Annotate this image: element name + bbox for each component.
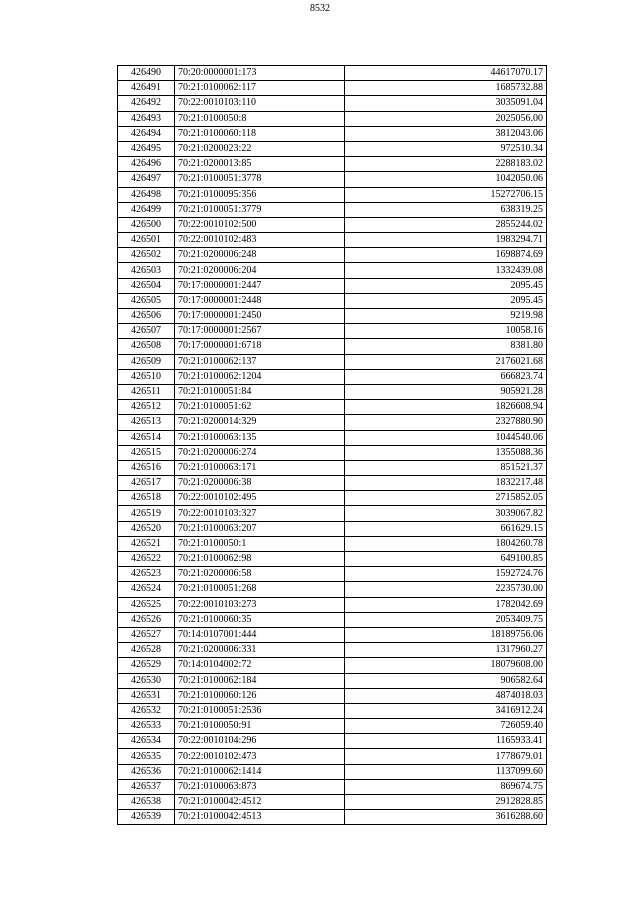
row-number-cell: 426494 bbox=[118, 126, 175, 141]
row-number-cell: 426536 bbox=[118, 764, 175, 779]
cadastral-number-cell: 70:14:0107001:444 bbox=[175, 627, 345, 642]
value-cell: 1782042.69 bbox=[345, 597, 547, 612]
table-row bbox=[118, 430, 547, 445]
row-number-cell: 426509 bbox=[118, 354, 175, 369]
row-number-cell: 426499 bbox=[118, 202, 175, 217]
cadastral-number-cell: 70:17:0000001:2448 bbox=[175, 293, 345, 308]
cadastral-number-cell: 70:22:0010103:327 bbox=[175, 506, 345, 521]
cadastral-number-cell: 70:22:0010102:495 bbox=[175, 491, 345, 506]
value-cell: 2855244.02 bbox=[345, 217, 547, 232]
cadastral-number-cell: 70:21:0100050:1 bbox=[175, 536, 345, 551]
cadastral-number-cell: 70:21:0100050:91 bbox=[175, 719, 345, 734]
row-number-cell: 426538 bbox=[118, 795, 175, 810]
value-cell: 851521.37 bbox=[345, 460, 547, 475]
row-number-cell: 426495 bbox=[118, 141, 175, 156]
row-number-cell: 426517 bbox=[118, 476, 175, 491]
row-number-cell: 426529 bbox=[118, 658, 175, 673]
row-number-cell: 426531 bbox=[118, 688, 175, 703]
cadastral-number-cell: 70:21:0200006:204 bbox=[175, 263, 345, 278]
value-cell: 2912828.85 bbox=[345, 795, 547, 810]
value-cell: 3035091.04 bbox=[345, 96, 547, 111]
cadastral-number-cell: 70:21:0100042:4513 bbox=[175, 810, 345, 825]
row-number-cell: 426504 bbox=[118, 278, 175, 293]
value-cell: 1826608.94 bbox=[345, 400, 547, 415]
value-cell: 1317960.27 bbox=[345, 643, 547, 658]
value-cell: 726059.40 bbox=[345, 719, 547, 734]
table-row bbox=[118, 612, 547, 627]
cadastral-number-cell: 70:21:0100063:207 bbox=[175, 521, 345, 536]
table-row bbox=[118, 66, 547, 81]
cadastral-number-cell: 70:21:0100062:1204 bbox=[175, 369, 345, 384]
row-number-cell: 426530 bbox=[118, 673, 175, 688]
table-row bbox=[118, 400, 547, 415]
table-row bbox=[118, 764, 547, 779]
table-row bbox=[118, 339, 547, 354]
table-row bbox=[118, 278, 547, 293]
cadastral-number-cell: 70:21:0100051:84 bbox=[175, 384, 345, 399]
table-row bbox=[118, 384, 547, 399]
row-number-cell: 426507 bbox=[118, 324, 175, 339]
row-number-cell: 426508 bbox=[118, 339, 175, 354]
table-row bbox=[118, 567, 547, 582]
cadastral-number-cell: 70:21:0100050:8 bbox=[175, 111, 345, 126]
row-number-cell: 426533 bbox=[118, 719, 175, 734]
value-cell: 2715852.05 bbox=[345, 491, 547, 506]
row-number-cell: 426503 bbox=[118, 263, 175, 278]
table-row bbox=[118, 719, 547, 734]
value-cell: 1592724.76 bbox=[345, 567, 547, 582]
value-cell: 869674.75 bbox=[345, 779, 547, 794]
cadastral-number-cell: 70:17:0000001:2447 bbox=[175, 278, 345, 293]
value-cell: 18079608.00 bbox=[345, 658, 547, 673]
table-row bbox=[118, 582, 547, 597]
cadastral-number-cell: 70:21:0100051:2536 bbox=[175, 703, 345, 718]
row-number-cell: 426520 bbox=[118, 521, 175, 536]
cadastral-number-cell: 70:21:0100062:137 bbox=[175, 354, 345, 369]
table-row bbox=[118, 233, 547, 248]
table-row bbox=[118, 643, 547, 658]
row-number-cell: 426506 bbox=[118, 309, 175, 324]
row-number-cell: 426498 bbox=[118, 187, 175, 202]
row-number-cell: 426514 bbox=[118, 430, 175, 445]
cadastral-number-cell: 70:17:0000001:6718 bbox=[175, 339, 345, 354]
value-cell: 905921.28 bbox=[345, 384, 547, 399]
value-cell: 1685732.88 bbox=[345, 81, 547, 96]
cadastral-number-cell: 70:21:0100063:135 bbox=[175, 430, 345, 445]
row-number-cell: 426522 bbox=[118, 552, 175, 567]
cadastral-number-cell: 70:21:0200006:248 bbox=[175, 248, 345, 263]
cadastral-number-cell: 70:22:0010103:273 bbox=[175, 597, 345, 612]
value-cell: 1778679.01 bbox=[345, 749, 547, 764]
value-cell: 1165933.41 bbox=[345, 734, 547, 749]
table-row bbox=[118, 369, 547, 384]
row-number-cell: 426501 bbox=[118, 233, 175, 248]
value-cell: 3416912.24 bbox=[345, 703, 547, 718]
table-row bbox=[118, 263, 547, 278]
value-cell: 3616288.60 bbox=[345, 810, 547, 825]
table-row bbox=[118, 476, 547, 491]
table-row bbox=[118, 506, 547, 521]
table-row bbox=[118, 141, 547, 156]
row-number-cell: 426525 bbox=[118, 597, 175, 612]
cadastral-number-cell: 70:21:0100060:35 bbox=[175, 612, 345, 627]
table-row bbox=[118, 795, 547, 810]
value-cell: 2095.45 bbox=[345, 293, 547, 308]
row-number-cell: 426491 bbox=[118, 81, 175, 96]
value-cell: 4874018.03 bbox=[345, 688, 547, 703]
cadastral-number-cell: 70:21:0200006:38 bbox=[175, 476, 345, 491]
value-cell: 2235730.00 bbox=[345, 582, 547, 597]
row-number-cell: 426535 bbox=[118, 749, 175, 764]
table-row bbox=[118, 324, 547, 339]
cadastral-number-cell: 70:21:0100062:184 bbox=[175, 673, 345, 688]
table-row bbox=[118, 552, 547, 567]
value-cell: 972510.34 bbox=[345, 141, 547, 156]
row-number-cell: 426512 bbox=[118, 400, 175, 415]
value-cell: 2053409.75 bbox=[345, 612, 547, 627]
cadastral-number-cell: 70:21:0100060:126 bbox=[175, 688, 345, 703]
value-cell: 10058.16 bbox=[345, 324, 547, 339]
cadastral-number-cell: 70:20:0000001:173 bbox=[175, 66, 345, 81]
table-row bbox=[118, 202, 547, 217]
value-cell: 666823.74 bbox=[345, 369, 547, 384]
cadastral-number-cell: 70:21:0200006:331 bbox=[175, 643, 345, 658]
row-number-cell: 426492 bbox=[118, 96, 175, 111]
table-row bbox=[118, 445, 547, 460]
value-cell: 3039067.82 bbox=[345, 506, 547, 521]
table-row bbox=[118, 111, 547, 126]
value-cell: 1832217.48 bbox=[345, 476, 547, 491]
value-cell: 3812043.06 bbox=[345, 126, 547, 141]
value-cell: 15272706.15 bbox=[345, 187, 547, 202]
cadastral-number-cell: 70:21:0100063:873 bbox=[175, 779, 345, 794]
cadastral-number-cell: 70:22:0010104:296 bbox=[175, 734, 345, 749]
cadastral-number-cell: 70:21:0100042:4512 bbox=[175, 795, 345, 810]
value-cell: 1332439.08 bbox=[345, 263, 547, 278]
cadastral-value-table bbox=[117, 65, 547, 825]
cadastral-number-cell: 70:21:0200006:274 bbox=[175, 445, 345, 460]
table-row bbox=[118, 749, 547, 764]
table-row bbox=[118, 293, 547, 308]
table-row bbox=[118, 688, 547, 703]
table-row bbox=[118, 597, 547, 612]
value-cell: 1042050.06 bbox=[345, 172, 547, 187]
value-cell: 2095.45 bbox=[345, 278, 547, 293]
table-row bbox=[118, 309, 547, 324]
cadastral-number-cell: 70:21:0200013:85 bbox=[175, 157, 345, 172]
cadastral-number-cell: 70:21:0100051:3778 bbox=[175, 172, 345, 187]
row-number-cell: 426502 bbox=[118, 248, 175, 263]
table-row bbox=[118, 217, 547, 232]
row-number-cell: 426539 bbox=[118, 810, 175, 825]
cadastral-number-cell: 70:21:0200023:22 bbox=[175, 141, 345, 156]
value-cell: 638319.25 bbox=[345, 202, 547, 217]
cadastral-number-cell: 70:14:0104002:72 bbox=[175, 658, 345, 673]
value-cell: 1804260.78 bbox=[345, 536, 547, 551]
row-number-cell: 426515 bbox=[118, 445, 175, 460]
row-number-cell: 426518 bbox=[118, 491, 175, 506]
table-row bbox=[118, 521, 547, 536]
cadastral-number-cell: 70:22:0010102:483 bbox=[175, 233, 345, 248]
row-number-cell: 426519 bbox=[118, 506, 175, 521]
row-number-cell: 426505 bbox=[118, 293, 175, 308]
value-cell: 2327880.90 bbox=[345, 415, 547, 430]
row-number-cell: 426524 bbox=[118, 582, 175, 597]
row-number-cell: 426510 bbox=[118, 369, 175, 384]
row-number-cell: 426513 bbox=[118, 415, 175, 430]
value-cell: 2176021.68 bbox=[345, 354, 547, 369]
value-cell: 1137099.60 bbox=[345, 764, 547, 779]
value-cell: 2025056.00 bbox=[345, 111, 547, 126]
cadastral-number-cell: 70:21:0100062:1414 bbox=[175, 764, 345, 779]
table-row bbox=[118, 187, 547, 202]
table-row bbox=[118, 627, 547, 642]
table-row bbox=[118, 673, 547, 688]
table-row bbox=[118, 157, 547, 172]
row-number-cell: 426511 bbox=[118, 384, 175, 399]
value-cell: 9219.98 bbox=[345, 309, 547, 324]
value-cell: 1983294.71 bbox=[345, 233, 547, 248]
cadastral-number-cell: 70:22:0010102:473 bbox=[175, 749, 345, 764]
table-row bbox=[118, 248, 547, 263]
cadastral-number-cell: 70:21:0100060:118 bbox=[175, 126, 345, 141]
table-row bbox=[118, 491, 547, 506]
cadastral-number-cell: 70:21:0100051:3779 bbox=[175, 202, 345, 217]
row-number-cell: 426528 bbox=[118, 643, 175, 658]
table-row bbox=[118, 96, 547, 111]
cadastral-number-cell: 70:21:0200006:58 bbox=[175, 567, 345, 582]
table-row bbox=[118, 81, 547, 96]
row-number-cell: 426493 bbox=[118, 111, 175, 126]
cadastral-number-cell: 70:21:0200014:329 bbox=[175, 415, 345, 430]
cadastral-number-cell: 70:17:0000001:2567 bbox=[175, 324, 345, 339]
cadastral-number-cell: 70:22:0010103:110 bbox=[175, 96, 345, 111]
table-row bbox=[118, 126, 547, 141]
table-row bbox=[118, 460, 547, 475]
value-cell: 8381.80 bbox=[345, 339, 547, 354]
cadastral-number-cell: 70:21:0100062:117 bbox=[175, 81, 345, 96]
cadastral-number-cell: 70:21:0100095:356 bbox=[175, 187, 345, 202]
value-cell: 1355088.36 bbox=[345, 445, 547, 460]
value-cell: 1044540.06 bbox=[345, 430, 547, 445]
table-row bbox=[118, 536, 547, 551]
table-row bbox=[118, 172, 547, 187]
row-number-cell: 426490 bbox=[118, 66, 175, 81]
table-row bbox=[118, 658, 547, 673]
row-number-cell: 426523 bbox=[118, 567, 175, 582]
row-number-cell: 426516 bbox=[118, 460, 175, 475]
value-cell: 649100.85 bbox=[345, 552, 547, 567]
value-cell: 1698874.69 bbox=[345, 248, 547, 263]
value-cell: 44617070.17 bbox=[345, 66, 547, 81]
cadastral-number-cell: 70:21:0100062:98 bbox=[175, 552, 345, 567]
table-body bbox=[118, 66, 547, 825]
row-number-cell: 426526 bbox=[118, 612, 175, 627]
page-number: 8532 bbox=[310, 3, 330, 14]
row-number-cell: 426532 bbox=[118, 703, 175, 718]
cadastral-number-cell: 70:21:0100051:268 bbox=[175, 582, 345, 597]
value-cell: 2288183.02 bbox=[345, 157, 547, 172]
table-row bbox=[118, 354, 547, 369]
row-number-cell: 426534 bbox=[118, 734, 175, 749]
table-row bbox=[118, 703, 547, 718]
value-cell: 661629.15 bbox=[345, 521, 547, 536]
row-number-cell: 426500 bbox=[118, 217, 175, 232]
table-row bbox=[118, 810, 547, 825]
row-number-cell: 426496 bbox=[118, 157, 175, 172]
cadastral-number-cell: 70:21:0100063:171 bbox=[175, 460, 345, 475]
table-row bbox=[118, 779, 547, 794]
value-cell: 906582.64 bbox=[345, 673, 547, 688]
cadastral-number-cell: 70:22:0010102:500 bbox=[175, 217, 345, 232]
row-number-cell: 426537 bbox=[118, 779, 175, 794]
row-number-cell: 426527 bbox=[118, 627, 175, 642]
row-number-cell: 426521 bbox=[118, 536, 175, 551]
row-number-cell: 426497 bbox=[118, 172, 175, 187]
table-row bbox=[118, 415, 547, 430]
value-cell: 18189756.06 bbox=[345, 627, 547, 642]
cadastral-number-cell: 70:17:0000001:2450 bbox=[175, 309, 345, 324]
cadastral-number-cell: 70:21:0100051:62 bbox=[175, 400, 345, 415]
table-row bbox=[118, 734, 547, 749]
